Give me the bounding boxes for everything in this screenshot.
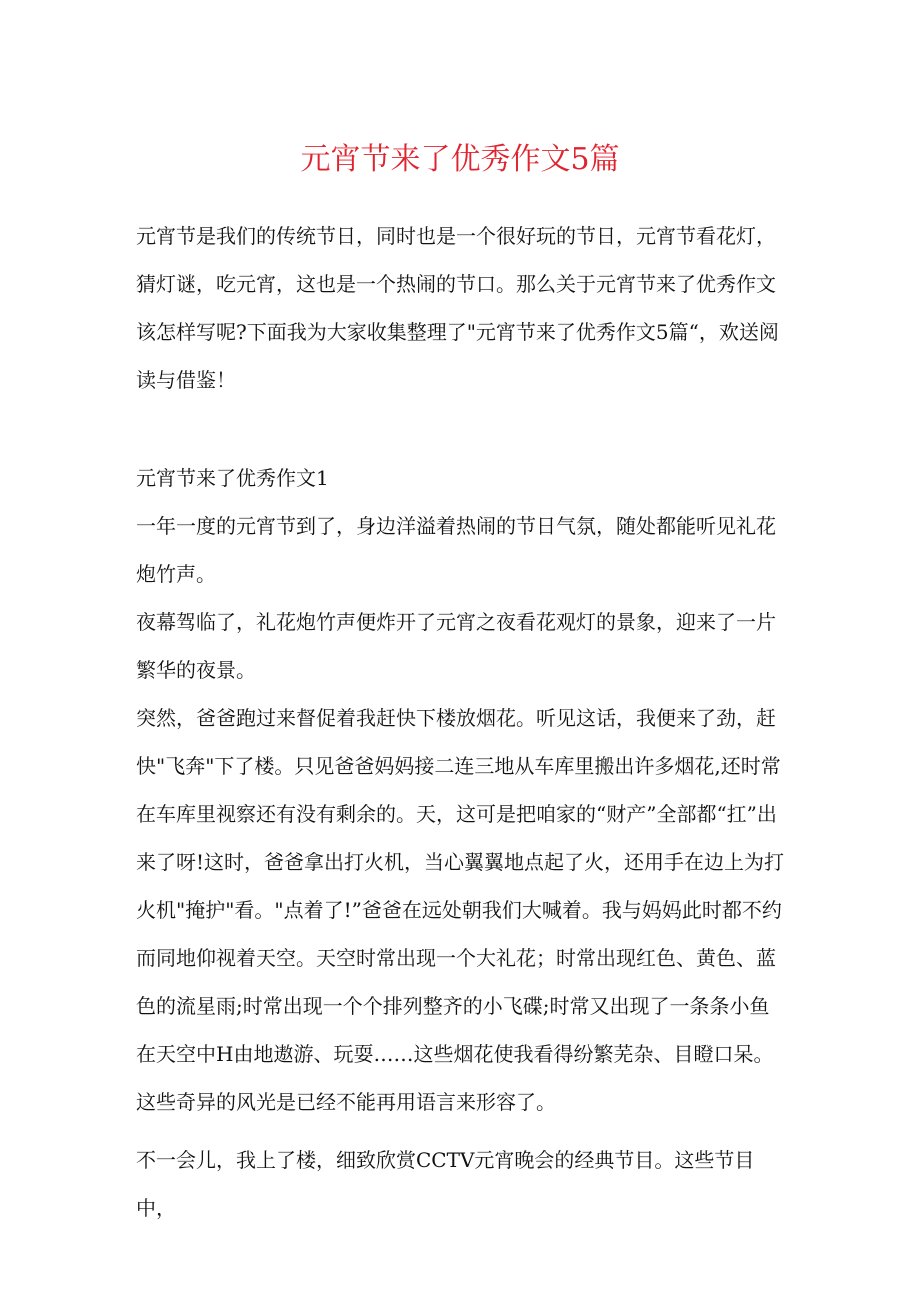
essay-paragraph-2: 夜幕驾临了，礼花炮竹声便炸开了元宵之夜看花观灯的景象，迎来了一片繁华的夜景。	[136, 610, 776, 682]
essay-paragraph-3: 突然，爸爸跑过来督促着我赶快下楼放烟花。听见这话，我便来了劲，赶快"飞奔"下了楼。只见爸爸妈妈接二连三地从车库里搬出许多烟花,还时常在车库里视察还有没有剩余的。天，这可是把咱家的“财产”全部都“扛”出来了呀!这时，爸爸拿出打火机，当心翼翼地点起了火，还用手在边上为打火机"掩护"看。"点着了!”爸爸在远处朝我们大喊着。我与妈妈此时都不约而同地仰视着天空。天空时常出现一个大礼花；时常出现红色、黄色、蓝色的流星雨;时常出现一个个排列整齐的小飞碟;时常又出现了一条条小鱼在天空中H由地遨游、玩耍……这些烟花使我看得纷繁芜杂、目瞪口呆。这些奇异的风光是已经不能再用语言来形容了。	[136, 706, 785, 1114]
essay-paragraph-4: 不一会儿，我上了楼，细致欣赏CCTV元宵晚会的经典节目。这些节目中，	[136, 1148, 755, 1220]
intro-paragraph: 元宵节是我们的传统节日，同时也是一个很好玩的节日，元宵节看花灯，猜灯谜，吃元宵，这也是一个热闹的节口。那么关于元宵节来了优秀作文该怎样写呢?下面我为大家收集整理了"元宵节来了优秀作文5篇“，欢送阅读与借鉴！	[136, 224, 779, 392]
essay-paragraph-1: 一年一度的元宵节到了，身边洋溢着热闹的节日气氛，随处都能听见礼花炮竹声。	[136, 514, 776, 586]
document-title: 元宵节来了优秀作文5篇	[300, 142, 620, 177]
section-heading: 元宵节来了优秀作文1	[136, 466, 329, 490]
